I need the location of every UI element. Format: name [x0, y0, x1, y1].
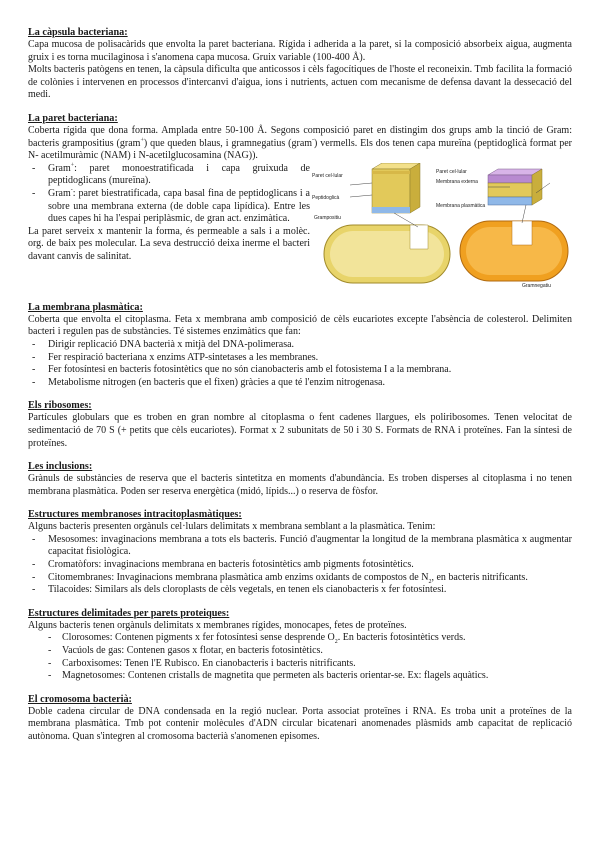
label-grampositiu: Grampositiu [314, 214, 341, 221]
gram-list [28, 163, 310, 226]
intracito-intro: Alguns bacteris presenten orgànuls cel·lulars delimitats x membrana semblant a la plasmàtica. Tenim: [28, 521, 436, 533]
heading-proteiques: Estructures delimitades per parets proteiques: [28, 607, 230, 619]
list-item: - Dirigir replicació DNA bacterià x mitjà del DNA-polimerasa. [28, 339, 572, 352]
heading-intracitoplasmatiques: Estructures membranoses intracitoplasmàtiques: [28, 509, 242, 521]
heading-inclusions: Les inclusions: [28, 461, 93, 473]
paret-wrap [28, 163, 572, 291]
label-paret-left: Paret cel·lular [312, 172, 343, 179]
list-item: - Mesosomes: invaginacions membrana a tots els bacteris. Funció d'augmentar la longitud de la membrana plasmàtica x augmentar capacitat fisiològica. [28, 534, 572, 559]
label-paret-cellular: Paret cel·lular [436, 168, 467, 175]
intracito-list [28, 534, 572, 597]
heading-capsula: La càpsula bacteriana: [28, 27, 128, 38]
membrana-intro: Coberta que envolta el citoplasma. Feta x membrana amb composició de cèls eucariotes excepte l'absència de colesterol. Delimiten bacteri i regulen pas de substàncies. Té sistemes enzimàtics que fan: [28, 313, 572, 338]
paret-closing: La paret serveix x mantenir la forma, és permeable a sals i a molèc. org. de baix pes molecular. La seva destrucció deixa inerme el bacteri davant canvis de salinitat. [28, 225, 310, 262]
list-item: - Fer respiració bacteriana x enzims ATP-sintetases a les membranes. [28, 352, 572, 365]
proteiques-list [28, 632, 572, 682]
label-membrana-plasmatica: Membrana plasmàtica [436, 202, 486, 209]
list-item: - Citomembranes: Invaginacions membrana plasmàtica amb enzims oxidants de compostos de $N_2$, en bacteris nitrificants. [28, 572, 572, 585]
list-item: - Metabolisme nitrogen (en bacteris que el fixen) gràcies a que té l'enzim nitrogenasa. [28, 377, 572, 390]
list-item: - Clorosomes: Contenen pigments x fer fotosíntesi sense desprende $O_2$. En bacteris fotosintètics verds. [28, 632, 572, 645]
gramnegative-cutaway [512, 221, 532, 245]
label-gramnegatiu: Gramnegatiu [522, 282, 551, 289]
heading-paret: La paret bacteriana: [28, 112, 118, 124]
ribosomes-text: Partícules globulars que es troben en gran nombre al citoplasma o fent cadenes llargues, els poliribosomes. Tenen velocitat de sedimentació de 70 S (+ petits que cèls eucariotes). Format x 2 subunitats de 50 i 30 S. Formats de RNA i proteïnes. Fan la síntesi de proteïnes. [28, 412, 572, 449]
heading-cromosoma: El cromosoma bacterià: [28, 693, 132, 705]
section-intracitoplasmatiques [28, 508, 572, 597]
list-item: - Cromatòfors: invaginacions membrana en bacteris fotosintètics amb pigments fotosintètics. [28, 559, 572, 572]
list-item: - Tilacoides: Similars als dels cloroplasts de cèls vegetals, en tenen els cianobacteris x fer fotosíntesi. [28, 584, 572, 597]
section-proteiques [28, 607, 572, 683]
list-item: - Magnetosomes: Contenen cristalls de magnetita que permeten als bacteris orientar-se. Ex: flagels aquàtics. [28, 670, 572, 683]
list-item: - Fer fotosíntesi en bacteris fotosintètics que no són cianobacteris amb el fotosistema I a la membrana. [28, 364, 572, 377]
inclusions-text: Grànuls de substàncies de reserva que el bacteris sintetitza en moments d'abundància. Es troben disperses al citoplasma i no tenen membrana plasmàtica. Poden ser reserva energètica (midó, lípids...) o reserva de fòsfor. [28, 473, 572, 497]
list-item-gram-negative: - Gram-: paret biestratificada, capa basal fina de peptidoglicans i a sobre una membrana externa (de doble capa lipídica). Entre les dues capes hi ha l'espai periplàsmic, de gran act. enzimàtica. [28, 188, 310, 226]
heading-ribosomes: Els ribosomes: [28, 400, 92, 412]
list-item: - Carboxisomes: Tenen l'E Rubisco. En cianobacteris i bacteris nitrificants. [28, 658, 572, 671]
grampositive-cutaway [410, 225, 428, 249]
section-ribosomes [28, 399, 572, 450]
proteiques-intro: Alguns bacteris tenen orgànuls delimitats x membranes rígides, monocapes, fetes de proteïnes. [28, 619, 407, 631]
section-cromosoma [28, 693, 572, 744]
label-peptidoglica: Peptidoglicà [312, 194, 340, 201]
cell-wall-figure [310, 163, 572, 291]
section-inclusions [28, 460, 572, 498]
list-item: - Vacúols de gas: Contenen gasos x flotar, en bacteris fotosintètics. [28, 645, 572, 658]
section-paret [28, 112, 572, 291]
paret-intro: Coberta rígida que dona forma. Amplada entre 50-100 Å. Segons composició paret en distingim dos grups amb la tinció de Gram: bacteris grampositius (gram+) que queden blaus, i gramnegatius (gram-) vermells. Els dos tenen capa mureïna (peptidoglicà format per N- acetilmuràmic (NAM) i N-acetilglucosamina (NAG)). [28, 124, 573, 162]
section-capsula [28, 26, 572, 102]
membrana-list [28, 339, 572, 389]
capsula-paragraph-2: Molts bacteris patògens en tenen, la càpsula dificulta que anticossos i cèls fagocítiques de l'hoste el reconeixin. Tmb facilita la formació de colònies i intervenen en processos d'intercanvi d'aigua, ions i nutrients, actuen com mecanisme de defensa davant la dessecació del medi. [28, 64, 572, 101]
section-membrana [28, 301, 572, 390]
capsula-paragraph-1: Capa mucosa de polisacàrids que envolta la paret bacteriana. Rígida i adherida a la paret, si la composició absorbeix aigua, augmenta gruix i es torna mucilaginosa i s'anomena capa mucosa. Gruix variable (100-400 Å). [28, 39, 572, 63]
label-membrana-externa: Membrana externa [436, 178, 478, 185]
grampositive-wall-block [372, 163, 420, 213]
cell-wall-illustration [310, 163, 572, 291]
heading-membrana: La membrana plasmàtica: [28, 301, 143, 313]
list-item-gram-positive: - Gram+: paret monoestratificada i capa gruixuda de peptidoglicans (mureïna). [28, 163, 310, 188]
paret-text-column [28, 163, 310, 291]
document-page [28, 26, 572, 744]
cromosoma-text: Doble cadena circular de DNA condensada en la regió nuclear. Porta associat proteïnes i RNA. Es troba unit a proteïnes de la membrana plasmàtica. Tmb pot contenir molècules d'ADN circular bicatenari anomenades plàsmids amb capacitat de replicació autònoma. Quan s'integren al cromosoma bacterià s'anomenen episomes. [28, 705, 572, 742]
